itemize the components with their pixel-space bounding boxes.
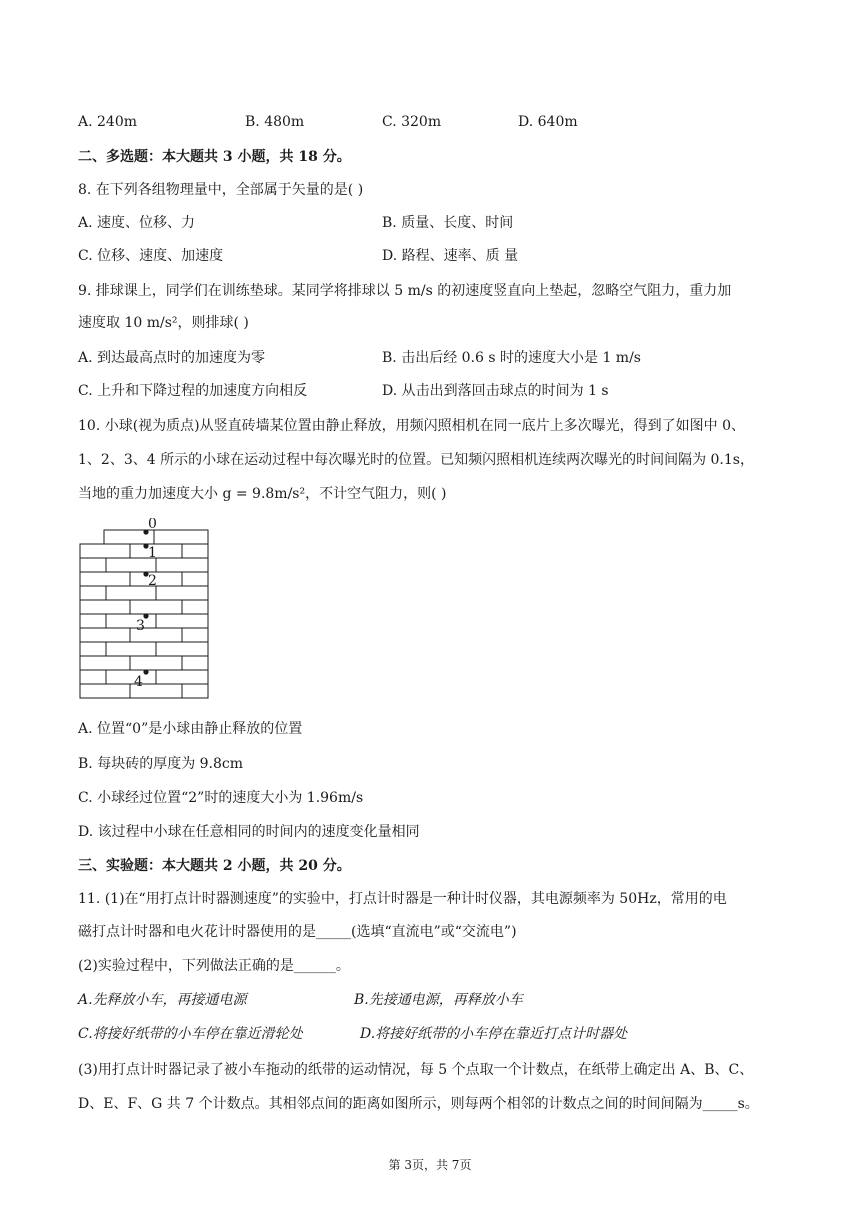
- section3-title: 三、实验题：本大题共 2 小题，共 20 分。: [78, 858, 351, 874]
- q10-stem-line1: 10. 小球(视为质点)从竖直砖墙某位置由静止释放，用频闪照相机在同一底片上多次曝光，得到了如图中 0、: [78, 418, 745, 434]
- q8-option-c: C. 位移、速度、加速度: [78, 248, 224, 264]
- page-number-footer: 第 3页，共 7页: [388, 1158, 472, 1172]
- q9-stem-line2: 速度取 10 m/s²，则排球( ): [78, 315, 249, 331]
- q7-option-c: C. 320m: [382, 114, 442, 130]
- ball-label-4: 4: [134, 674, 143, 690]
- q11-part2-stem: (2)实验过程中，下列做法正确的是______。: [78, 958, 350, 974]
- q9-option-b: B. 击出后经 0.6 s 时的速度大小是 1 m/s: [382, 350, 641, 366]
- q9-option-c: C. 上升和下降过程的加速度方向相反: [78, 383, 308, 399]
- q7-option-b: B. 480m: [245, 114, 305, 130]
- q11-part1-line1: 11. (1)在“用打点计时器测速度”的实验中，打点计时器是一种计时仪器，其电源频率为 50Hz，常用的电: [78, 891, 727, 907]
- q8-stem: 8. 在下列各组物理量中，全部属于矢量的是( ): [78, 182, 364, 198]
- q11-part2-option-d: D.将接好纸带的小车停在靠近打点计时器处: [360, 1026, 628, 1042]
- q7-option-a: A. 240m: [78, 114, 138, 130]
- q10-stem-line2: 1、2、3、4 所示的小球在运动过程中每次曝光时的位置。已知频闪照相机连续两次曝光的时间间隔为 0.1s，: [78, 452, 754, 468]
- ball-position-4: [143, 669, 148, 674]
- q9-option-a: A. 到达最高点时的加速度为零: [78, 350, 266, 366]
- section2-title: 二、多选题：本大题共 3 小题，共 18 分。: [78, 149, 351, 165]
- q11-part2-option-c: C.将接好纸带的小车停在靠近滑轮处: [78, 1026, 303, 1042]
- q10-stem-line3: 当地的重力加速度大小 g = 9.8m/s²，不计空气阻力，则( ): [78, 486, 447, 502]
- q10-option-d: D. 该过程中小球在任意相同的时间内的速度变化量相同: [78, 824, 420, 840]
- q11-part1-line2: 磁打点计时器和电火花计时器使用的是_____(选填“直流电”或“交流电”): [78, 924, 517, 940]
- q10-option-c: C. 小球经过位置“2”时的速度大小为 1.96m/s: [78, 790, 364, 806]
- q8-option-a: A. 速度、位移、力: [78, 215, 196, 231]
- ball-label-1: 1: [148, 545, 157, 561]
- q11-part2-option-b: B.先接通电源，再释放小车: [354, 992, 523, 1008]
- q9-option-d: D. 从击出到落回击球点的时间为 1 s: [382, 383, 609, 399]
- q11-part3-line2: D、E、F、G 共 7 个计数点。其相邻点间的距离如图所示，则每两个相邻的计数点之间的时间间隔为_____s。: [78, 1096, 759, 1112]
- ball-label-2: 2: [148, 573, 157, 589]
- q11-part3-line1: (3)用打点计时器记录了被小车拖动的纸带的运动情况，每 5 个点取一个计数点，在纸带上确定出 A、B、C、: [78, 1062, 754, 1078]
- q7-option-d: D. 640m: [518, 114, 578, 130]
- q11-part2-option-a: A.先释放小车，再接通电源: [78, 992, 247, 1008]
- q10-option-a: A. 位置“0”是小球由静止释放的位置: [78, 721, 303, 737]
- q10-option-b: B. 每块砖的厚度为 9.8cm: [78, 756, 244, 772]
- q8-option-d: D. 路程、速率、质 量: [382, 248, 519, 264]
- ball-label-3: 3: [136, 618, 145, 634]
- ball-label-0: 0: [148, 518, 157, 532]
- q9-stem-line1: 9. 排球课上，同学们在训练垫球。某同学将排球以 5 m/s 的初速度竖直向上垫起，忽略空气阻力，重力加: [78, 283, 732, 299]
- q8-option-b: B. 质量、长度、时间: [382, 215, 514, 231]
- brick-wall-figure: [78, 518, 218, 706]
